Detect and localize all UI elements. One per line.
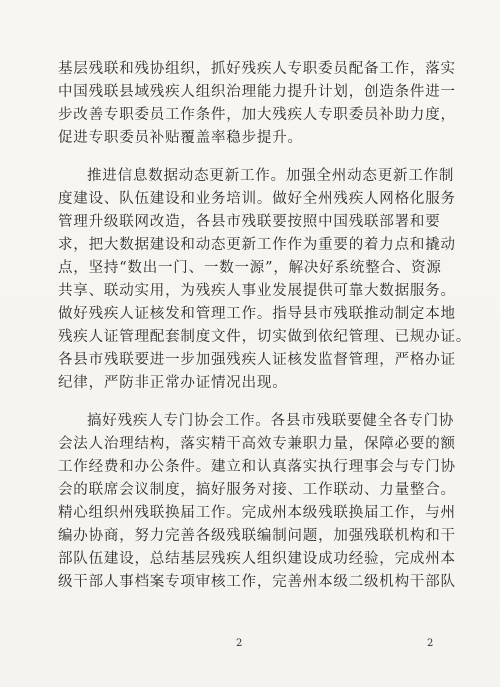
text-line: 各县市残联要进一步加强残疾人证核发监督管理，严格办证 xyxy=(58,352,456,368)
text-line: 步改善专职委员工作条件，加大残疾人专职委员补助力度， xyxy=(58,107,456,123)
text-line: 求，把大数据建设和动态更新工作作为重要的着力点和撬动 xyxy=(58,237,456,253)
text-line: 会的联席会议制度，搞好服务对接、工作联动、力量整合。 xyxy=(58,482,456,498)
text-line: 推进信息数据动态更新工作。加强全州动态更新工作制 xyxy=(87,168,455,184)
text-line: 搞好残疾人专门协会工作。各县市残联要健全各专门协 xyxy=(87,413,455,429)
text-line: 纪律，严防非正常办证情况出现。 xyxy=(58,375,288,391)
text-line: 度建设、队伍建设和业务培训。做好全州残疾人网格化服务 xyxy=(58,191,456,207)
document-body xyxy=(58,58,472,594)
text-line: 精心组织州残联换届工作。完成州本级残联换届工作，与州 xyxy=(58,505,456,521)
page-number-right: 2 xyxy=(427,638,434,649)
text-line: 级干部人事档案专项审核工作，完善州本级二级机构干部队 xyxy=(58,574,456,590)
text-line: 工作经费和办公条件。建立和认真落实执行理事会与专门协 xyxy=(58,459,456,475)
paragraph-gap xyxy=(58,395,450,410)
text-line: 部队伍建设，总结基层残疾人组织建设成功经验，完成州本 xyxy=(58,551,456,567)
page-number-center: 2 xyxy=(236,638,243,649)
text-line: 会法人治理结构，落实精干高效专兼职力量，保障必要的额 xyxy=(58,436,456,452)
text-line: 共享、联动实用，为残疾人事业发展提供可靠大数据服务。 xyxy=(58,283,456,299)
text-line: 管理升级联网改造，各县市残联要按照中国残联部署和要 xyxy=(58,214,441,230)
text-line: 点，坚持“数出一门、一数一源”，解决好系统整合、资源 xyxy=(58,260,442,276)
text-line: 基层残联和残协组织，抓好残疾人专职委员配备工作，落实 xyxy=(58,61,456,77)
text-line: 中国残联县域残疾人组织治理能力提升计划，创造条件进一 xyxy=(58,84,456,100)
text-line: 残疾人证管理配套制度文件，切实做到依纪管理、已规办证。 xyxy=(58,329,472,345)
text-line: 促进专职委员补贴覆盖率稳步提升。 xyxy=(58,130,303,146)
text-line: 编办协商，努力完善各级残联编制问题，加强残联机构和干 xyxy=(58,528,456,544)
text-line: 做好残疾人证核发和管理工作。指导县市残联推动制定本地 xyxy=(58,306,456,322)
paragraph-gap xyxy=(58,150,450,165)
